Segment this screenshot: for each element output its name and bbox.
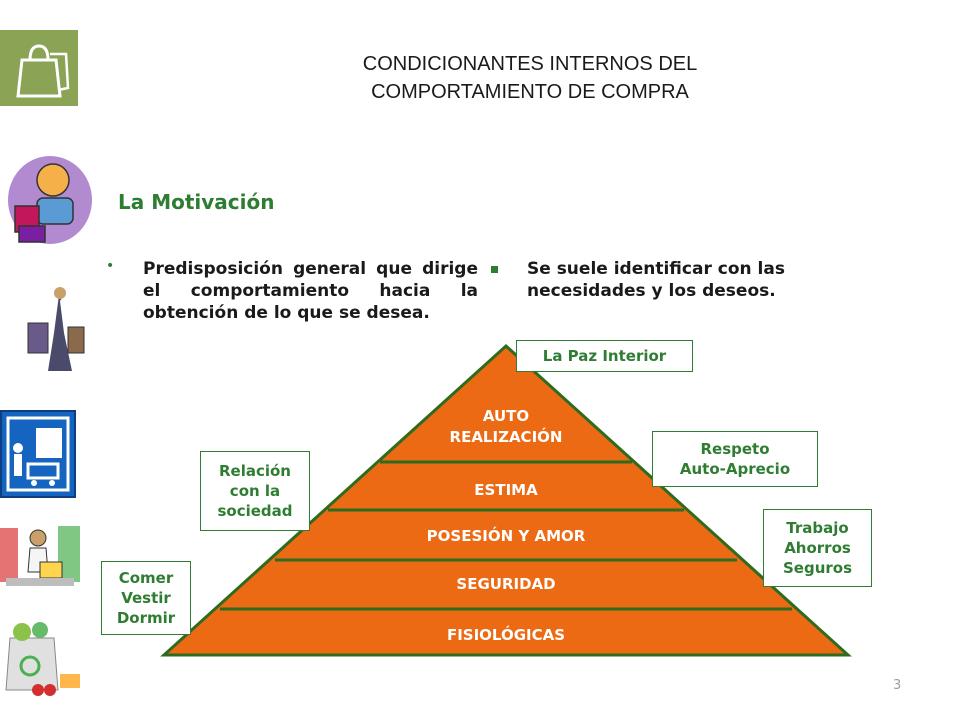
callout-paz-interior [516,340,693,372]
level-autorrealizacion: AUTO REALIZACIÓN [449,407,563,446]
bullet-right-text: Se suele identificar con las necesidades y los deseos. [527,259,785,301]
level-fisiologicas: FISIOLÓGICAS [446,626,566,644]
level-estima: ESTIMA [474,481,538,499]
callout-comer-text: Comer Vestir Dormir [116,569,176,627]
callout-comer [101,561,191,635]
callout-respeto [652,431,818,487]
title-line-1: CONDICIONANTES INTERNOS DEL [362,53,698,75]
callout-trabajo-text: Trabajo Ahorros Seguros [782,519,853,577]
callout-respeto-text: Respeto Auto-Aprecio [679,440,791,478]
callout-relacion-text: Relación con la sociedad [217,462,293,520]
callout-trabajo [763,509,872,587]
page-number: 3 [893,678,902,693]
level-seguridad: SEGURIDAD [456,575,556,593]
callout-paz-text: La Paz Interior [542,347,667,365]
title-line-2: COMPORTAMIENTO DE COMPRA [371,81,689,103]
level-posesion-amor: POSESIÓN Y AMOR [426,527,586,545]
bullet-dot-icon: • [106,258,115,274]
callout-relacion [200,451,310,531]
bullet-left-text: Predisposición general que dirige el comportamiento hacia la obtención de lo que se desea. [143,259,478,323]
section-subtitle: La Motivación [118,190,275,214]
